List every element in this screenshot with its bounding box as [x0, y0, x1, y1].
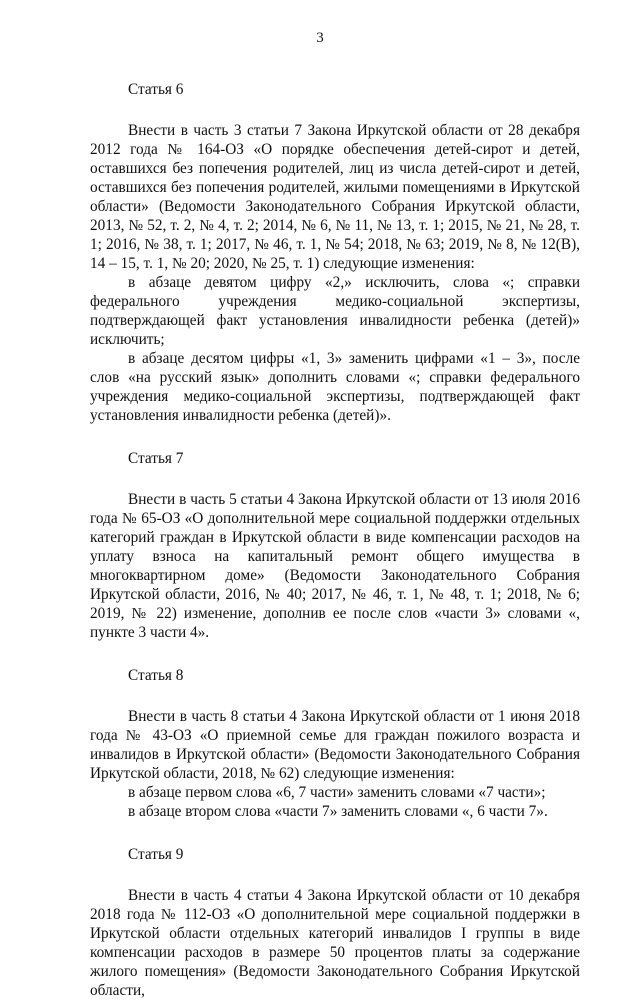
article-title: Статья 8	[128, 667, 184, 684]
article-title: Статья 7	[128, 450, 184, 467]
paragraph: Внести в часть 8 статьи 4 Закона Иркутской области от 1 июня 2018 года № 43-ОЗ «О приемной семье для граждан пожилого возраста и инвалидов в Иркутской области» (Ведомости Законодательного Собрания Иркутской области, 2018, № 62) следующие изменения:	[90, 708, 580, 782]
document-body	[90, 80, 580, 1000]
paragraph: Внести в часть 3 статьи 7 Закона Иркутской области от 28 декабря 2012 года № 164-ОЗ «О порядке обеспечения детей-сирот и детей, оставшихся без попечения родителей, лиц из числа детей-сирот и детей, оставшихся без попечения родителей, жилыми помещениями в Иркутской области» (Ведомости Законодательного Собрания Иркутской области, 2013, № 52, т. 2, № 4, т. 2; 2014, № 6, № 11, № 13, т. 1; 2015, № 21, № 28, т. 1; 2016, № 38, т. 1; 2017, № 46, т. 1, № 54; 2018, № 63; 2019, № 8, № 12(В), 14 – 15, т. 1, № 20; 2020, № 25, т. 1) следующие изменения:	[90, 122, 580, 272]
article-title: Статья 9	[128, 846, 184, 863]
article-7	[90, 449, 580, 642]
paragraph: Внести в часть 5 статьи 4 Закона Иркутской области от 13 июля 2016 года № 65-ОЗ «О дополнительной мере социальной поддержки отдельных категорий граждан в Иркутской области в виде компенсации расходов на уплату взноса на капитальный ремонт общего имущества в многоквартирном доме» (Ведомости Законодательного Собрания Иркутской области, 2016, № 40; 2017, № 46, т. 1, № 48, т. 1; 2018, № 6; 2019, № 22) изменение, дополнив ее после слов «части 3» словами «, пункте 3 части 4».	[90, 491, 580, 641]
article-6	[90, 80, 580, 425]
paragraph: в абзаце первом слова «6, 7 части» заменить словами «7 части»;	[128, 784, 546, 801]
article-title: Статья 6	[128, 81, 184, 98]
article-8	[90, 666, 580, 821]
article-9	[90, 845, 580, 1000]
paragraph: в абзаце втором слова «части 7» заменить словами «, 6 части 7».	[128, 803, 548, 820]
page-number: 3	[316, 30, 324, 46]
paragraph: в абзаце девятом цифру «2,» исключить, слова «; справки федерального учреждения медико-социальной экспертизы, подтверждающей факт установления инвалидности ребенка (детей)» исключить;	[90, 274, 580, 348]
paragraph: Внести в часть 4 статьи 4 Закона Иркутской области от 10 декабря 2018 года № 112-ОЗ «О дополнительной мере социальной поддержки в Иркутской области отдельных категорий инвалидов I группы в виде компенсации расходов в размере 50 процентов платы за содержание жилого помещения» (Ведомости Законодательного Собрания Иркутской области,	[90, 887, 580, 999]
paragraph: в абзаце десятом цифры «1, 3» заменить цифрами «1 – 3», после слов «на русский язык» дополнить словами «; справки федерального учреждения медико-социальной экспертизы, подтверждающей факт установления инвалидности ребенка (детей)».	[90, 350, 580, 424]
